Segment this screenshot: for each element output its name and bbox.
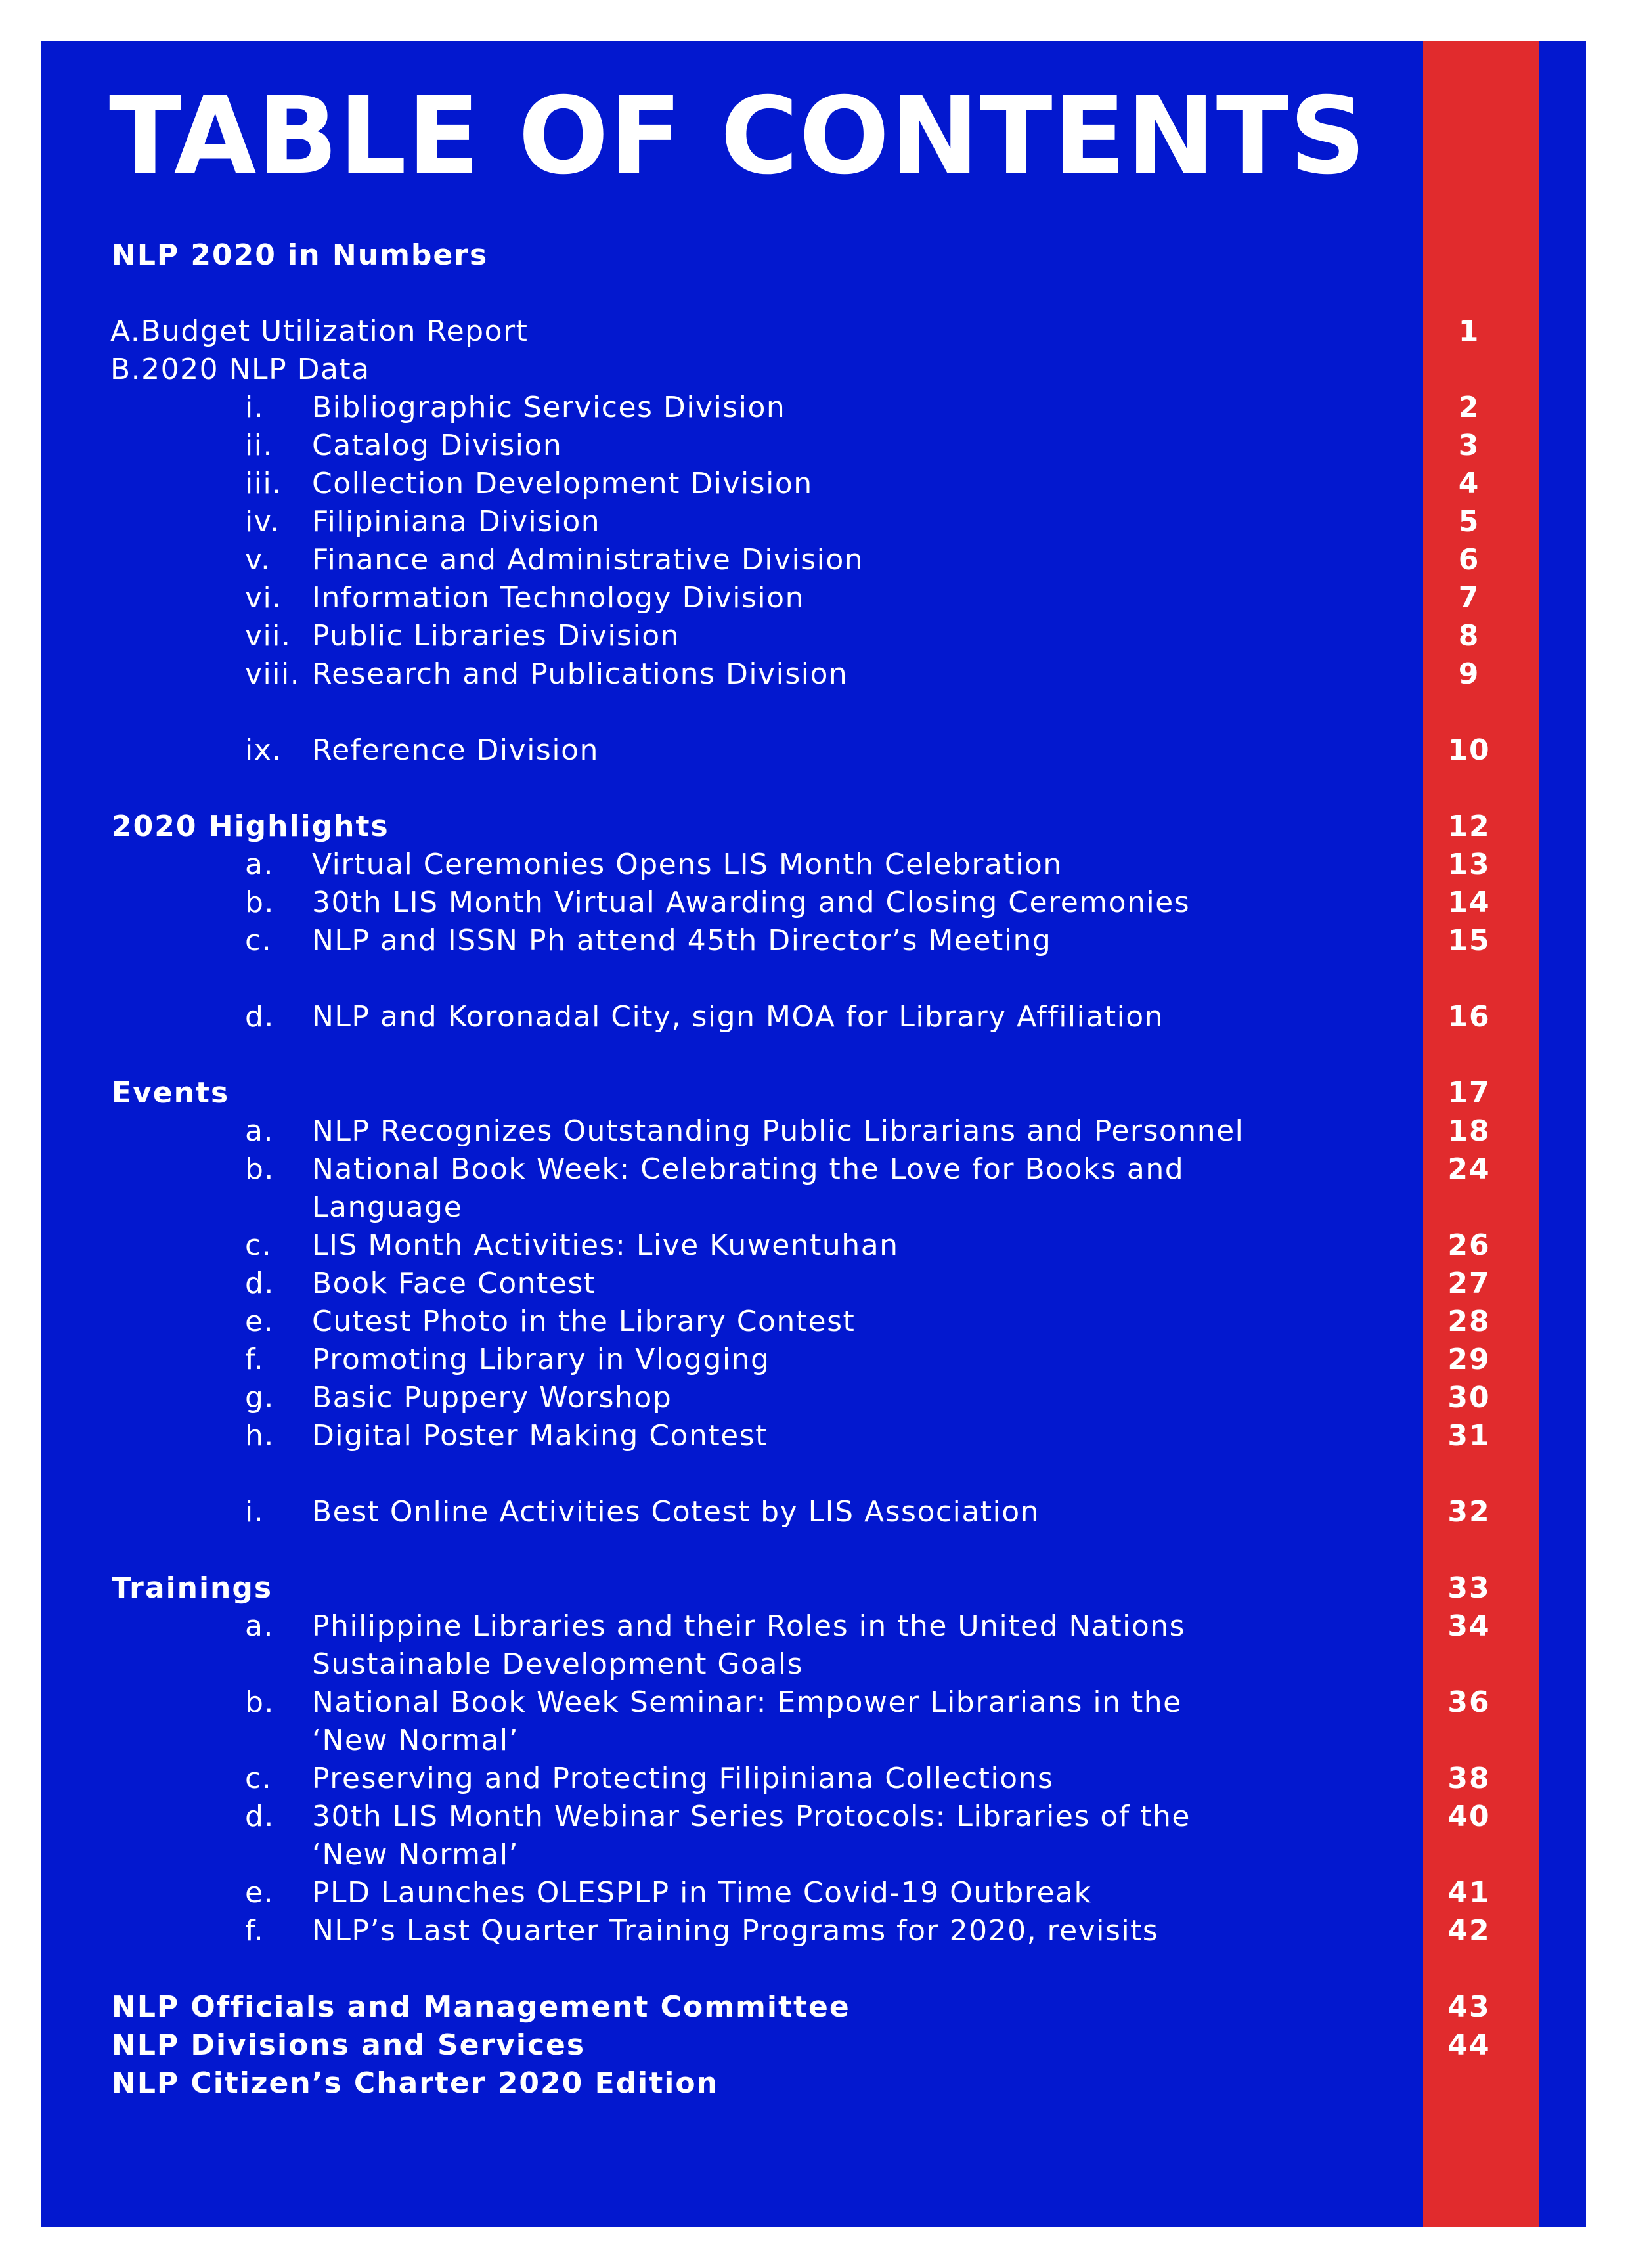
toc-entry-title: Virtual Ceremonies Opens LIS Month Celebration bbox=[312, 848, 1063, 881]
toc-entry-marker: i. bbox=[245, 1495, 265, 1529]
toc-entry-title: Promoting Library in Vlogging bbox=[312, 1343, 770, 1376]
toc-entry-title: Digital Poster Making Contest bbox=[312, 1419, 768, 1452]
toc-page-number: 41 bbox=[1447, 1876, 1491, 1909]
toc-entry-marker: b. bbox=[245, 1152, 275, 1186]
toc-entry-title: Trainings bbox=[112, 1571, 273, 1605]
toc-entry-marker: a. bbox=[245, 1609, 274, 1643]
toc-entry bbox=[0, 1760, 1628, 1798]
toc-entry-title: Filipiniana Division bbox=[312, 505, 601, 538]
toc-entry-marker: b. bbox=[245, 1686, 275, 1719]
toc-page-number: 29 bbox=[1447, 1343, 1491, 1376]
toc-entry-title: Philippine Libraries and their Roles in the United Nations bbox=[312, 1609, 1186, 1643]
toc-entry-title: Cutest Photo in the Library Contest bbox=[312, 1305, 856, 1338]
toc-entry-marker: v. bbox=[245, 543, 271, 577]
toc-entry-title: Collection Development Division bbox=[312, 467, 813, 500]
toc-section-heading bbox=[0, 1988, 1628, 2026]
toc-entry bbox=[0, 1189, 1628, 1227]
toc-entry bbox=[0, 465, 1628, 503]
toc-entry bbox=[0, 541, 1628, 579]
toc-page-number: 5 bbox=[1458, 505, 1480, 538]
toc-page-number: 24 bbox=[1447, 1152, 1491, 1186]
toc-page-number: 34 bbox=[1447, 1609, 1491, 1643]
toc-entry-title: Information Technology Division bbox=[312, 581, 804, 615]
toc-page-number: 10 bbox=[1447, 733, 1491, 767]
toc-page-number: 31 bbox=[1447, 1419, 1491, 1452]
toc-entry-marker: iii. bbox=[245, 467, 282, 500]
toc-entry bbox=[0, 1379, 1628, 1417]
toc-entry-title: National Book Week: Celebrating the Love for Books and bbox=[312, 1152, 1185, 1186]
toc-entry-title: Basic Puppery Worshop bbox=[312, 1381, 672, 1414]
toc-entry-marker: vi. bbox=[245, 581, 282, 615]
toc-entry bbox=[0, 1646, 1628, 1684]
toc-section-heading bbox=[0, 1569, 1628, 1607]
toc-entry-title: NLP Divisions and Services bbox=[112, 2028, 586, 2062]
toc-entry-title: B.2020 NLP Data bbox=[110, 353, 370, 386]
toc-entry bbox=[0, 1341, 1628, 1379]
toc-entry-marker: c. bbox=[245, 1229, 273, 1262]
toc-entry bbox=[0, 1798, 1628, 1836]
toc-entry-title: PLD Launches OLESPLP in Time Covid-19 Outbreak bbox=[312, 1876, 1092, 1909]
toc-entry-marker: a. bbox=[245, 1114, 274, 1148]
toc-page-number: 1 bbox=[1458, 315, 1480, 348]
toc-entry-title: Sustainable Development Goals bbox=[312, 1647, 804, 1681]
toc-entry bbox=[0, 617, 1628, 655]
toc-entry-marker: d. bbox=[245, 1800, 275, 1833]
toc-entry-title: Bibliographic Services Division bbox=[312, 391, 786, 424]
toc-entry bbox=[0, 1607, 1628, 1646]
toc-page-number: 38 bbox=[1447, 1762, 1491, 1795]
toc-page-number: 8 bbox=[1458, 619, 1480, 653]
toc-page-number: 32 bbox=[1447, 1495, 1491, 1529]
toc-entry-title: NLP 2020 in Numbers bbox=[112, 238, 489, 272]
toc-entry bbox=[0, 427, 1628, 465]
toc-entry bbox=[0, 1836, 1628, 1874]
toc-entry bbox=[0, 998, 1628, 1036]
toc-entry-marker: viii. bbox=[245, 657, 301, 691]
toc-page-number: 33 bbox=[1447, 1571, 1491, 1605]
toc-section-heading bbox=[0, 2064, 1628, 2103]
toc-page-number: 14 bbox=[1447, 886, 1491, 919]
toc-entry-title: Public Libraries Division bbox=[312, 619, 680, 653]
toc-page-number: 42 bbox=[1447, 1914, 1491, 1948]
toc-page-number: 26 bbox=[1447, 1229, 1491, 1262]
toc-entry-title: Events bbox=[112, 1076, 230, 1110]
toc-entry-title: 2020 Highlights bbox=[112, 810, 389, 843]
toc-entry-title: National Book Week Seminar: Empower Librarians in the bbox=[312, 1686, 1182, 1719]
toc-section-heading bbox=[0, 2026, 1628, 2064]
toc-entry bbox=[0, 884, 1628, 922]
toc-entry-marker: e. bbox=[245, 1876, 275, 1909]
toc-entry bbox=[0, 1874, 1628, 1912]
toc-entry-title: Finance and Administrative Division bbox=[312, 543, 864, 577]
toc-entry-marker: d. bbox=[245, 1000, 275, 1034]
toc-entry-title: 30th LIS Month Webinar Series Protocols: Libraries of the bbox=[312, 1800, 1191, 1833]
toc-page-number: 44 bbox=[1447, 2028, 1491, 2062]
toc-entry-marker: ix. bbox=[245, 733, 282, 767]
toc-page-number: 12 bbox=[1447, 810, 1491, 843]
toc-entry bbox=[0, 655, 1628, 693]
toc-entry bbox=[0, 313, 1628, 351]
toc-entry-title: Research and Publications Division bbox=[312, 657, 848, 691]
toc-entry-marker: g. bbox=[245, 1381, 275, 1414]
toc-entry-marker: a. bbox=[245, 848, 274, 881]
toc-entry-marker: c. bbox=[245, 924, 273, 957]
toc-entry-title: NLP Recognizes Outstanding Public Librarians and Personnel bbox=[312, 1114, 1244, 1148]
toc-entry bbox=[0, 1227, 1628, 1265]
toc-entry bbox=[0, 846, 1628, 884]
toc-entry-title: Book Face Contest bbox=[312, 1267, 596, 1300]
toc-entry bbox=[0, 579, 1628, 617]
toc-page-number: 28 bbox=[1447, 1305, 1491, 1338]
toc-entry-marker: i. bbox=[245, 391, 265, 424]
toc-entry-title: LIS Month Activities: Live Kuwentuhan bbox=[312, 1229, 899, 1262]
toc-page-number: 2 bbox=[1458, 391, 1480, 424]
toc-page-number: 17 bbox=[1447, 1076, 1491, 1110]
toc-entry bbox=[0, 922, 1628, 960]
toc-entry-title: Best Online Activities Cotest by LIS Association bbox=[312, 1495, 1040, 1529]
toc-entry bbox=[0, 1303, 1628, 1341]
toc-entry-marker: c. bbox=[245, 1762, 273, 1795]
toc-entry bbox=[0, 1150, 1628, 1189]
toc-entry-marker: f. bbox=[245, 1343, 265, 1376]
toc-entry-title: Preserving and Protecting Filipiniana Collections bbox=[312, 1762, 1054, 1795]
toc-page-number: 15 bbox=[1447, 924, 1491, 957]
toc-entry bbox=[0, 1112, 1628, 1150]
toc-section-heading bbox=[0, 236, 1628, 274]
toc-page-number: 43 bbox=[1447, 1990, 1491, 2024]
toc-entry-title: ‘New Normal’ bbox=[312, 1838, 519, 1871]
toc-entry-marker: vii. bbox=[245, 619, 292, 653]
toc-entry-marker: ii. bbox=[245, 429, 273, 462]
toc-page-number: 7 bbox=[1458, 581, 1480, 615]
toc-entry bbox=[0, 1912, 1628, 1950]
toc-entry-title: A.Budget Utilization Report bbox=[110, 315, 529, 348]
toc-entry-title: NLP and Koronadal City, sign MOA for Library Affiliation bbox=[312, 1000, 1164, 1034]
toc-entry bbox=[0, 503, 1628, 541]
toc-section-heading bbox=[0, 808, 1628, 846]
toc-page-number: 6 bbox=[1458, 543, 1480, 577]
toc-entry bbox=[0, 1265, 1628, 1303]
toc-entry bbox=[0, 351, 1628, 389]
toc-entry-title: NLP Officials and Management Committee bbox=[112, 1990, 850, 2024]
toc-entry bbox=[0, 389, 1628, 427]
toc-page-number: 4 bbox=[1458, 467, 1480, 500]
toc-entry-marker: b. bbox=[245, 886, 275, 919]
toc-entry-title: NLP’s Last Quarter Training Programs for 2020, revisits bbox=[312, 1914, 1159, 1948]
toc-section-heading bbox=[0, 1074, 1628, 1112]
toc-entry-title: NLP and ISSN Ph attend 45th Director’s Meeting bbox=[312, 924, 1052, 957]
toc-entry-marker: h. bbox=[245, 1419, 275, 1452]
toc-page-number: 16 bbox=[1447, 1000, 1491, 1034]
toc-entry-title: Catalog Division bbox=[312, 429, 563, 462]
toc-entry bbox=[0, 1684, 1628, 1722]
toc-entry-marker: iv. bbox=[245, 505, 280, 538]
toc-page-number: 40 bbox=[1447, 1800, 1491, 1833]
toc-page-number: 9 bbox=[1458, 657, 1480, 691]
toc-entry bbox=[0, 1493, 1628, 1531]
toc-page-number: 30 bbox=[1447, 1381, 1491, 1414]
toc-page-number: 13 bbox=[1447, 848, 1491, 881]
toc-entry-marker: f. bbox=[245, 1914, 265, 1948]
toc-entry-title: Reference Division bbox=[312, 733, 599, 767]
toc-entry-title: Language bbox=[312, 1190, 463, 1224]
toc-entry-title: ‘New Normal’ bbox=[312, 1724, 519, 1757]
toc-page-number: 18 bbox=[1447, 1114, 1491, 1148]
toc-entry bbox=[0, 1417, 1628, 1455]
toc-page-number: 36 bbox=[1447, 1686, 1491, 1719]
toc-entry bbox=[0, 1722, 1628, 1760]
toc-entry-marker: e. bbox=[245, 1305, 275, 1338]
page-title: TABLE OF CONTENTS bbox=[109, 75, 1367, 198]
toc-entry bbox=[0, 731, 1628, 770]
toc-page-number: 27 bbox=[1447, 1267, 1491, 1300]
toc-entry-title: NLP Citizen’s Charter 2020 Edition bbox=[112, 2066, 718, 2100]
toc-entry-marker: d. bbox=[245, 1267, 275, 1300]
toc-page-number: 3 bbox=[1458, 429, 1480, 462]
toc-entry-title: 30th LIS Month Virtual Awarding and Closing Ceremonies bbox=[312, 886, 1191, 919]
